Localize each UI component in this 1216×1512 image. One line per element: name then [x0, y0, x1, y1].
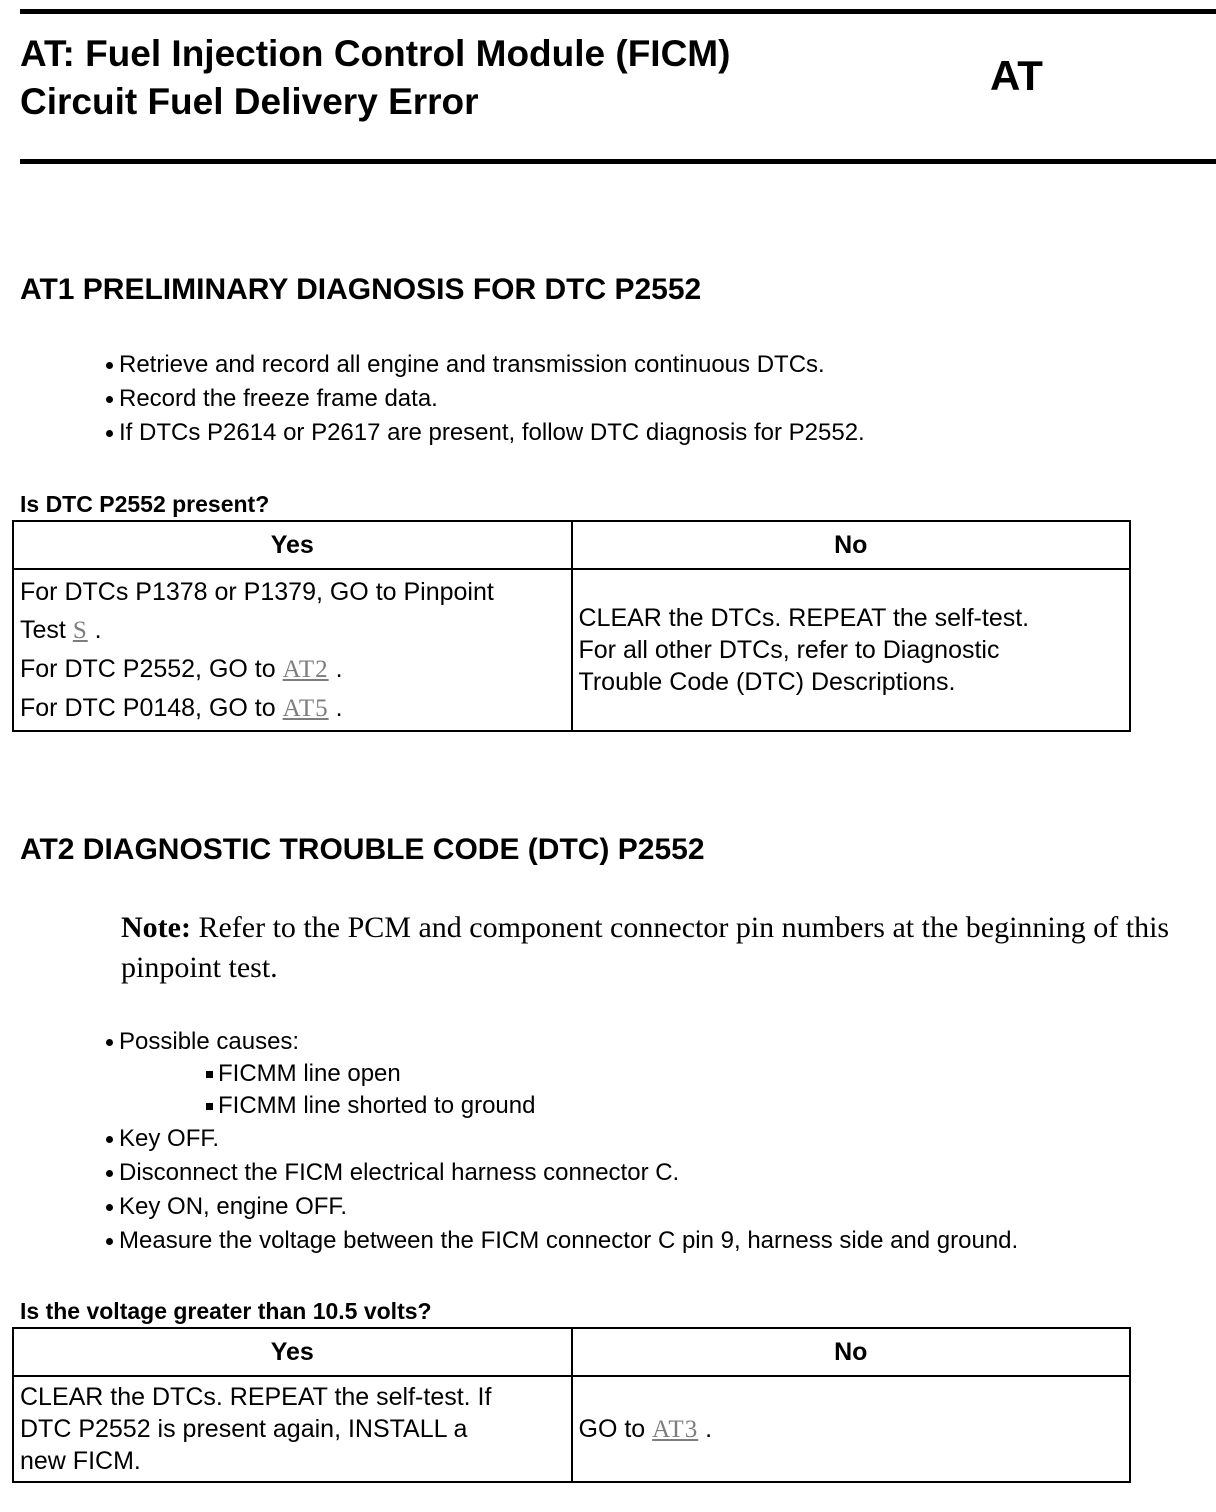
- square-bullet-icon: [206, 1103, 213, 1110]
- at2-decision-table: [12, 1327, 1131, 1483]
- at1-heading: AT1 PRELIMINARY DIAGNOSIS FOR DTC P2552: [20, 273, 702, 306]
- top-rule: [20, 9, 1216, 14]
- at2-yes-cell: CLEAR the DTCs. REPEAT the self-test. If DTC P2552 is present again, INSTALL a new FICM.: [13, 1376, 572, 1482]
- at2-question: Is the voltage greater than 10.5 volts?: [20, 1298, 432, 1324]
- no-header: No: [572, 521, 1131, 569]
- list-item: If DTCs P2614 or P2617 are present, follow DTC diagnosis for P2552.: [102, 416, 865, 450]
- bullet-icon: [106, 430, 113, 437]
- bullet-icon: [106, 1170, 113, 1177]
- title-line-1: AT: Fuel Injection Control Module (FICM): [20, 33, 731, 74]
- at5-link[interactable]: AT5: [282, 694, 329, 722]
- at3-link[interactable]: AT3: [652, 1415, 699, 1443]
- at2-link[interactable]: AT2: [282, 655, 329, 683]
- list-item: Retrieve and record all engine and transmission continuous DTCs.: [102, 348, 865, 382]
- bullet-icon: [106, 1039, 113, 1046]
- list-item: Record the freeze frame data.: [102, 382, 865, 416]
- section-badge: AT: [990, 52, 1043, 99]
- at1-no-cell: CLEAR the DTCs. REPEAT the self-test. For all other DTCs, refer to Diagnostic Trouble Code (DTC) Descriptions.: [572, 569, 1131, 731]
- yes-header: Yes: [13, 1328, 572, 1376]
- list-item: Measure the voltage between the FICM connector C pin 9, harness side and ground.: [102, 1224, 1018, 1258]
- list-item: Disconnect the FICM electrical harness connector C.: [102, 1156, 1018, 1190]
- list-item: FICMM line shorted to ground: [102, 1090, 1018, 1122]
- at1-bullet-list: [102, 348, 865, 450]
- note-text: Refer to the PCM and component connector pin numbers at the beginning of this pinpoint test.: [121, 911, 1170, 984]
- at1-decision-table: [12, 520, 1131, 732]
- at2-heading: AT2 DIAGNOSTIC TROUBLE CODE (DTC) P2552: [20, 833, 705, 866]
- at2-no-cell: GO to AT3 .: [572, 1376, 1131, 1482]
- bullet-icon: [106, 396, 113, 403]
- title-rule: [20, 159, 1216, 164]
- note: [121, 908, 1201, 988]
- list-item: Key ON, engine OFF.: [102, 1190, 1018, 1224]
- square-bullet-icon: [206, 1071, 213, 1078]
- no-header: No: [572, 1328, 1131, 1376]
- bullet-icon: [106, 362, 113, 369]
- at1-question: Is DTC P2552 present?: [20, 491, 270, 517]
- at1-yes-cell: For DTCs P1378 or P1379, GO to Pinpoint Test S . For DTC P2552, GO to AT2 . For DTC P0148, GO to AT5 .: [13, 569, 572, 731]
- list-item: Key OFF.: [102, 1122, 1018, 1156]
- yes-header: Yes: [13, 521, 572, 569]
- title-line-2: Circuit Fuel Delivery Error: [20, 81, 479, 122]
- list-item: Possible causes:: [102, 1025, 1018, 1058]
- note-label: Note:: [121, 911, 191, 944]
- page-title: [20, 30, 730, 126]
- pinpoint-test-s-link[interactable]: S: [72, 616, 88, 644]
- at2-bullet-list: [102, 1025, 1018, 1258]
- bullet-icon: [106, 1136, 113, 1143]
- list-item: FICMM line open: [102, 1058, 1018, 1090]
- bullet-icon: [106, 1238, 113, 1245]
- bullet-icon: [106, 1204, 113, 1211]
